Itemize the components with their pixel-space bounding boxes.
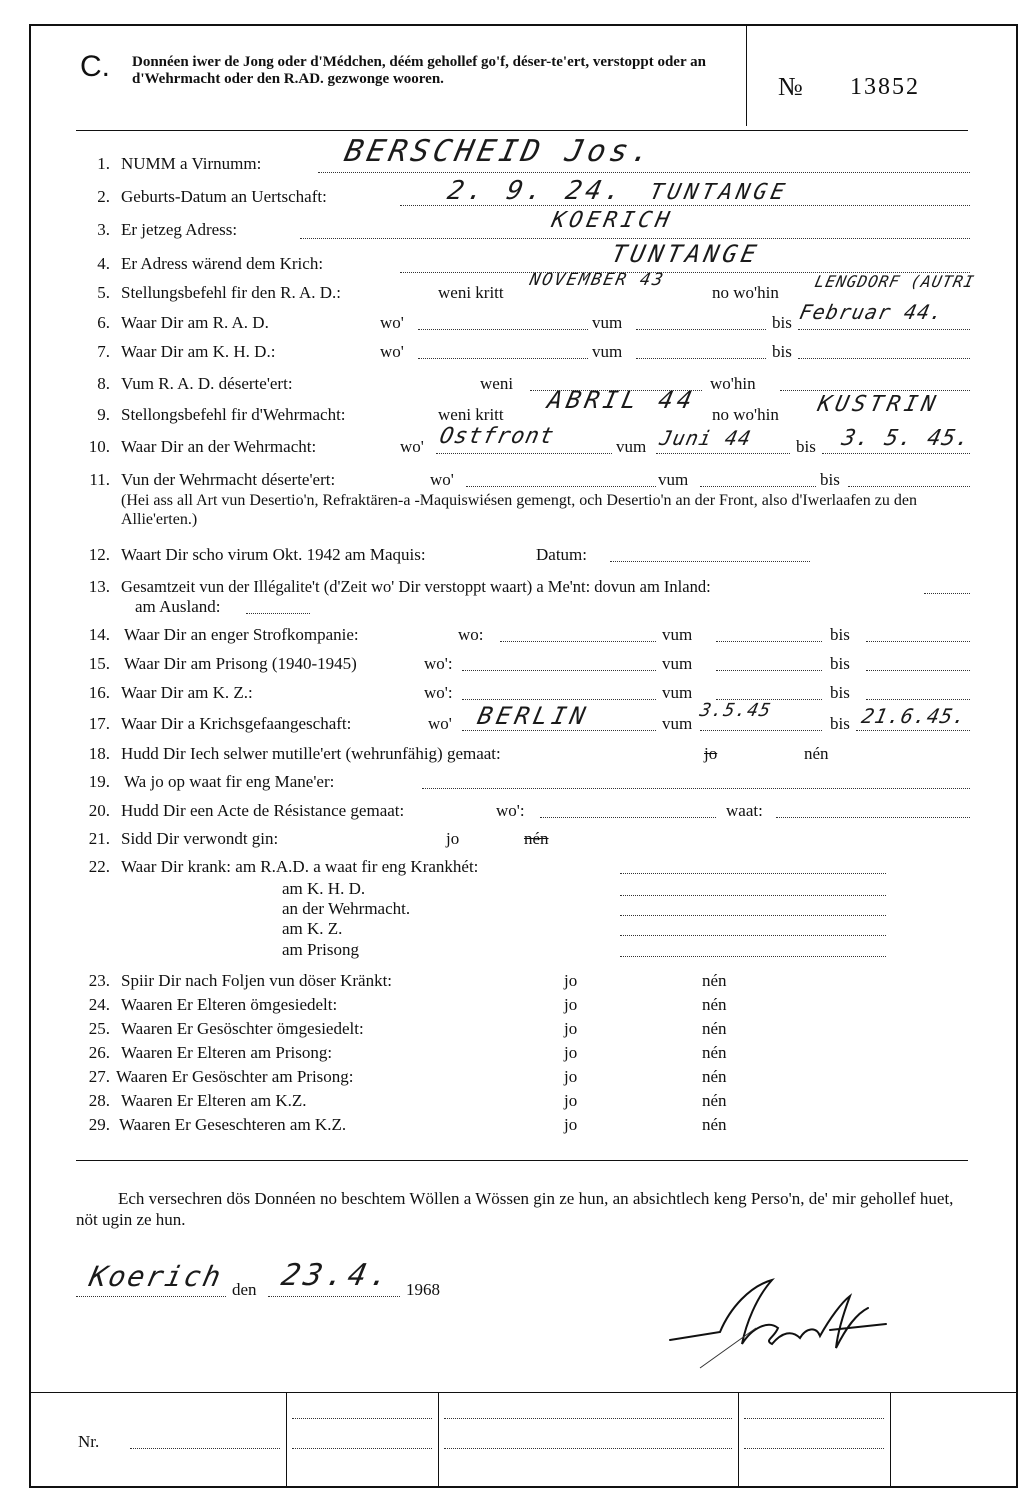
row-number: 29. [88, 1115, 110, 1134]
option-nen[interactable]: nén [524, 829, 549, 848]
pow-vum-value: 3.5.45 [697, 700, 774, 721]
yesno-label: Waaren Er Gesöschter am Prisong: [116, 1067, 354, 1086]
wm-where-value: KUSTRIN [815, 392, 942, 417]
wm-vum-field[interactable] [656, 453, 790, 454]
birth-place-value: TUNTANGE [647, 180, 791, 205]
year-label: 1968 [406, 1280, 440, 1299]
row-number: 19. [88, 772, 110, 791]
row-number: 6. [97, 313, 110, 332]
label-wo: wo' [428, 714, 452, 733]
yesno-label: Waaren Er Geseschteren am K.Z. [119, 1115, 347, 1134]
place-field[interactable] [76, 1296, 226, 1297]
row-number: 12. [88, 545, 110, 564]
sick-wm-field[interactable] [620, 915, 886, 916]
table-cell-line[interactable] [292, 1418, 432, 1419]
strof-wo-field[interactable] [500, 641, 656, 642]
option-jo[interactable]: jo [564, 1043, 578, 1062]
label-wo: wo': [496, 801, 525, 820]
row-number: 1. [97, 154, 110, 173]
table-cell-line[interactable] [444, 1448, 732, 1449]
row-number: 9. [97, 405, 110, 424]
pow-wo-value: BERLIN [475, 702, 592, 730]
field-label-mutilated: Hudd Dir Iech selwer mutille'ert (wehrunfähig) gemaat: [121, 744, 501, 763]
field-label-sick: Waar Dir krank: am R.A.D. a waat fir eng Krankhét: [121, 857, 479, 876]
field-label-khd: Waar Dir am K. H. D.: [121, 342, 276, 361]
label-wo: wo: [458, 625, 484, 644]
strof-bis-field[interactable] [866, 641, 970, 642]
yesno-label: Waaren Er Gesöschter ömgesiedelt: [121, 1019, 364, 1038]
rad-bis-value: Februar 44. [797, 300, 947, 324]
table-col-divider [738, 1392, 739, 1488]
maquis-date-field[interactable] [610, 561, 810, 562]
number-symbol: № [778, 72, 803, 101]
birth-date-value: 2. 9. 24. [444, 176, 629, 206]
wm-desert-wo-field[interactable] [466, 486, 656, 487]
sick-sub-label: am Prisong [282, 940, 359, 959]
field-label-kz: Waar Dir am K. Z.: [121, 683, 253, 702]
label-bis: bis [830, 714, 850, 733]
inland-field[interactable] [924, 593, 970, 594]
pow-wo-field[interactable] [462, 730, 656, 731]
field-label-rad-desert: Vum R. A. D. déserte'ert: [121, 374, 293, 393]
table-cell-line[interactable] [292, 1448, 432, 1449]
label-weni-kritt: weni kritt [438, 405, 504, 424]
war-address-value: TUNTANGE [609, 240, 763, 268]
sick-sub-label: an der Wehrmacht. [282, 899, 411, 918]
label-wo: wo': [424, 683, 453, 702]
section-letter: C. [80, 50, 110, 83]
wm-when-value: ABRIL 44 [545, 386, 699, 414]
yesno-label: Waaren Er Elteren am Prisong: [121, 1043, 333, 1062]
option-jo[interactable]: jo [446, 829, 460, 848]
section-title: Donnéen iwer de Jong oder d'Médchen, déém gehollef go'f, déser-te'ert, verstoppt oder an d'Wehrmacht oder den R.AD. gezwonge wooren. [132, 54, 706, 87]
field-label-address: Er jetzeg Adress: [121, 220, 238, 239]
row-number: 28. [88, 1091, 110, 1110]
option-jo[interactable]: jo [564, 1091, 578, 1110]
pow-bis-field[interactable] [856, 730, 970, 731]
label-bis: bis [830, 683, 850, 702]
rad-where-value: LENGDORF (AUTRI [812, 272, 977, 291]
sick-prisong-field[interactable] [620, 956, 886, 957]
prisong-wo-field[interactable] [462, 670, 656, 671]
row-number: 22. [88, 857, 110, 876]
label-bis: bis [830, 654, 850, 673]
label-vum: vum [592, 313, 623, 332]
yesno-label: Spiir Dir nach Foljen vun döser Kränkt: [121, 971, 393, 990]
row-number: 3. [97, 220, 110, 239]
address-value: KOERICH [549, 208, 676, 233]
header-divider [746, 26, 747, 126]
field-label-name: NUMM a Virnumm: [121, 154, 262, 173]
table-cell-line[interactable] [444, 1418, 732, 1419]
khd-vum-field[interactable] [636, 358, 766, 359]
wm-desert-bis-field[interactable] [848, 486, 970, 487]
kz-bis-field[interactable] [866, 699, 970, 700]
option-nen[interactable]: nén [702, 971, 727, 990]
manner-field[interactable] [422, 788, 970, 789]
sick-rad-field[interactable] [620, 873, 886, 874]
table-cell-line[interactable] [744, 1448, 884, 1449]
row-number: 18. [88, 744, 110, 763]
option-nen[interactable]: nén [702, 1019, 727, 1038]
row-number: 25. [88, 1019, 110, 1038]
declaration-text: Ech versechren dös Donnéen no beschtem Wöllen a Wössen gin ze hun, an absichtlech keng Perso'n, de' mir gehollef huet, nöt ugin ze hun. [76, 1189, 954, 1229]
name-value: BERSCHEID Jos. [341, 134, 658, 169]
option-jo[interactable]: jo [564, 1067, 578, 1086]
option-jo[interactable]: jo [564, 1019, 578, 1038]
label-waat: waat: [726, 801, 763, 820]
nr-field[interactable] [130, 1448, 280, 1449]
label-vum: vum [662, 625, 693, 644]
option-jo[interactable]: jo [704, 744, 718, 763]
field-label-wounded: Sidd Dir verwondt gin: [121, 829, 279, 848]
row-number: 11. [89, 470, 110, 489]
option-nen[interactable]: nén [804, 744, 829, 763]
label-ausland: am Ausland: [135, 597, 221, 616]
rad-vum-field[interactable] [636, 329, 766, 330]
table-col-divider [286, 1392, 287, 1488]
rad-desert-wohin-field[interactable] [780, 390, 970, 391]
row-number: 10. [88, 437, 110, 456]
wm-bis-field[interactable] [822, 453, 970, 454]
label-bis: bis [796, 437, 816, 456]
row-number: 14. [88, 625, 110, 644]
label-wo: wo' [380, 342, 404, 361]
label-wo: wo' [430, 470, 454, 489]
row-number: 17. [88, 714, 110, 733]
rad-when-value: NOVEMBER 43 [527, 270, 667, 290]
option-nen[interactable]: nén [702, 1043, 727, 1062]
wm-wo-field[interactable] [436, 453, 612, 454]
label-bis: bis [772, 342, 792, 361]
option-jo[interactable]: jo [564, 995, 578, 1014]
field-label-illegality: Gesamtzeit vun der Illégalite't (d'Zeit wo' Dir verstoppt waart) a Me'nt: dovun am Inland: [121, 577, 711, 596]
field-label-maquis: Waart Dir scho virum Okt. 1942 am Maquis: [121, 545, 426, 564]
field-label-wm-order: Stellongsbefehl fir d'Wehrmacht: [121, 405, 346, 424]
resistance-waat-field[interactable] [776, 817, 970, 818]
sick-kz-field[interactable] [620, 935, 886, 936]
row-number: 16. [88, 683, 110, 702]
label-vum: vum [616, 437, 647, 456]
label-wo: wo' [380, 313, 404, 332]
row-number: 2. [97, 187, 110, 206]
pow-bis-value: 21.6.45. [859, 704, 969, 728]
row-number: 27. [88, 1067, 110, 1086]
field-label-wm-desert: Vun der Wehrmacht déserte'ert: [121, 470, 336, 489]
table-col-divider [438, 1392, 439, 1488]
row-number: 23. [88, 971, 110, 990]
row-number: 26. [88, 1043, 110, 1062]
field-label-rad-order: Stellungsbefehl fir den R. A. D.: [121, 283, 342, 302]
pow-vum-field[interactable] [700, 730, 822, 731]
signature-icon [660, 1268, 900, 1378]
yesno-label: Waaren Er Elteren ömgesiedelt: [121, 995, 338, 1014]
label-no-wohin: no wo'hin [712, 405, 779, 424]
label-bis: bis [820, 470, 840, 489]
sick-sub-label: am K. Z. [282, 919, 343, 938]
label-vum: vum [662, 654, 693, 673]
label-wohin: wo'hin [710, 374, 756, 393]
table-top-rule [29, 1392, 1018, 1393]
sick-sub-label: am K. H. D. [282, 879, 366, 898]
label-den: den [232, 1280, 257, 1299]
label-bis: bis [772, 313, 792, 332]
field-label-resistance: Hudd Dir een Acte de Résistance gemaat: [121, 801, 405, 820]
wm-vum-value: Juni 44 [657, 426, 754, 450]
label-vum: vum [662, 683, 693, 702]
date-value: 23.4. [278, 1258, 397, 1293]
yesno-label: Waaren Er Elteren am K.Z. [121, 1091, 307, 1110]
field-label-birth: Geburts-Datum an Uertschaft: [121, 187, 327, 206]
field-label-wm: Waar Dir an der Wehrmacht: [121, 437, 317, 456]
date-field[interactable] [268, 1296, 400, 1297]
option-jo[interactable]: jo [564, 1115, 578, 1134]
address-field[interactable] [300, 238, 970, 239]
prisong-bis-field[interactable] [866, 670, 970, 671]
label-wo: wo': [424, 654, 453, 673]
name-field[interactable] [318, 172, 970, 173]
field-label-war-address: Er Adress wärend dem Krich: [121, 254, 324, 273]
field-label-rad: Waar Dir am R. A. D. [121, 313, 269, 332]
place-value: Koerich [86, 1260, 226, 1293]
label-weni-kritt: weni kritt [438, 283, 504, 302]
row11-note: (Hei ass all Art vun Desertio'n, Refraktären-a -Maquiswiésen gemengt, och Desertio'n an der Front, also d'Iwerlaafen zu den Allie'erten.) [121, 492, 917, 528]
sick-khd-field[interactable] [620, 895, 886, 896]
strof-vum-field[interactable] [716, 641, 822, 642]
khd-wo-field[interactable] [418, 358, 588, 359]
label-vum: vum [662, 714, 693, 733]
rad-wo-field[interactable] [418, 329, 588, 330]
option-nen[interactable]: nén [702, 1067, 727, 1086]
label-nr: Nr. [78, 1432, 100, 1451]
section-rule [76, 1160, 968, 1161]
row-number: 7. [97, 342, 110, 361]
label-bis: bis [830, 625, 850, 644]
kz-wo-field[interactable] [462, 699, 656, 700]
wm-bis-value: 3. 5. 45. [839, 426, 973, 451]
row-number: 15. [88, 654, 110, 673]
label-no-wohin: no wo'hin [712, 283, 779, 302]
label-datum: Datum: [536, 545, 587, 564]
table-cell-line[interactable] [744, 1418, 884, 1419]
option-nen[interactable]: nén [702, 1115, 727, 1134]
resistance-wo-field[interactable] [540, 817, 716, 818]
row-number: 5. [97, 283, 110, 302]
wm-desert-vum-field[interactable] [700, 486, 816, 487]
row-number: 20. [88, 801, 110, 820]
wm-wo-value: Ostfront [437, 424, 557, 449]
form-number: 13852 [850, 74, 920, 100]
label-vum: vum [592, 342, 623, 361]
rad-bis-field[interactable] [798, 329, 970, 330]
option-jo[interactable]: jo [564, 971, 578, 990]
option-nen[interactable]: nén [702, 995, 727, 1014]
khd-bis-field[interactable] [798, 358, 970, 359]
label-weni: weni [480, 374, 514, 393]
header-rule [76, 130, 968, 131]
field-label-prisong: Waar Dir am Prisong (1940-1945) [124, 654, 357, 673]
field-label-strof: Waar Dir an enger Strofkompanie: [124, 625, 359, 644]
field-label-pow: Waar Dir a Krichsgefaangeschaft: [121, 714, 352, 733]
row-number: 21. [88, 829, 110, 848]
field-label-manner: Wa jo op waat fir eng Mane'er: [124, 772, 335, 791]
option-nen[interactable]: nén [702, 1091, 727, 1110]
label-vum: vum [658, 470, 689, 489]
row-number: 8. [97, 374, 110, 393]
table-col-divider [890, 1392, 891, 1488]
row-number: 13. [88, 577, 110, 596]
ausland-field[interactable] [246, 613, 310, 614]
label-wo: wo' [400, 437, 424, 456]
prisong-vum-field[interactable] [716, 670, 822, 671]
row-number: 4. [97, 254, 110, 273]
row-number: 24. [88, 995, 110, 1014]
